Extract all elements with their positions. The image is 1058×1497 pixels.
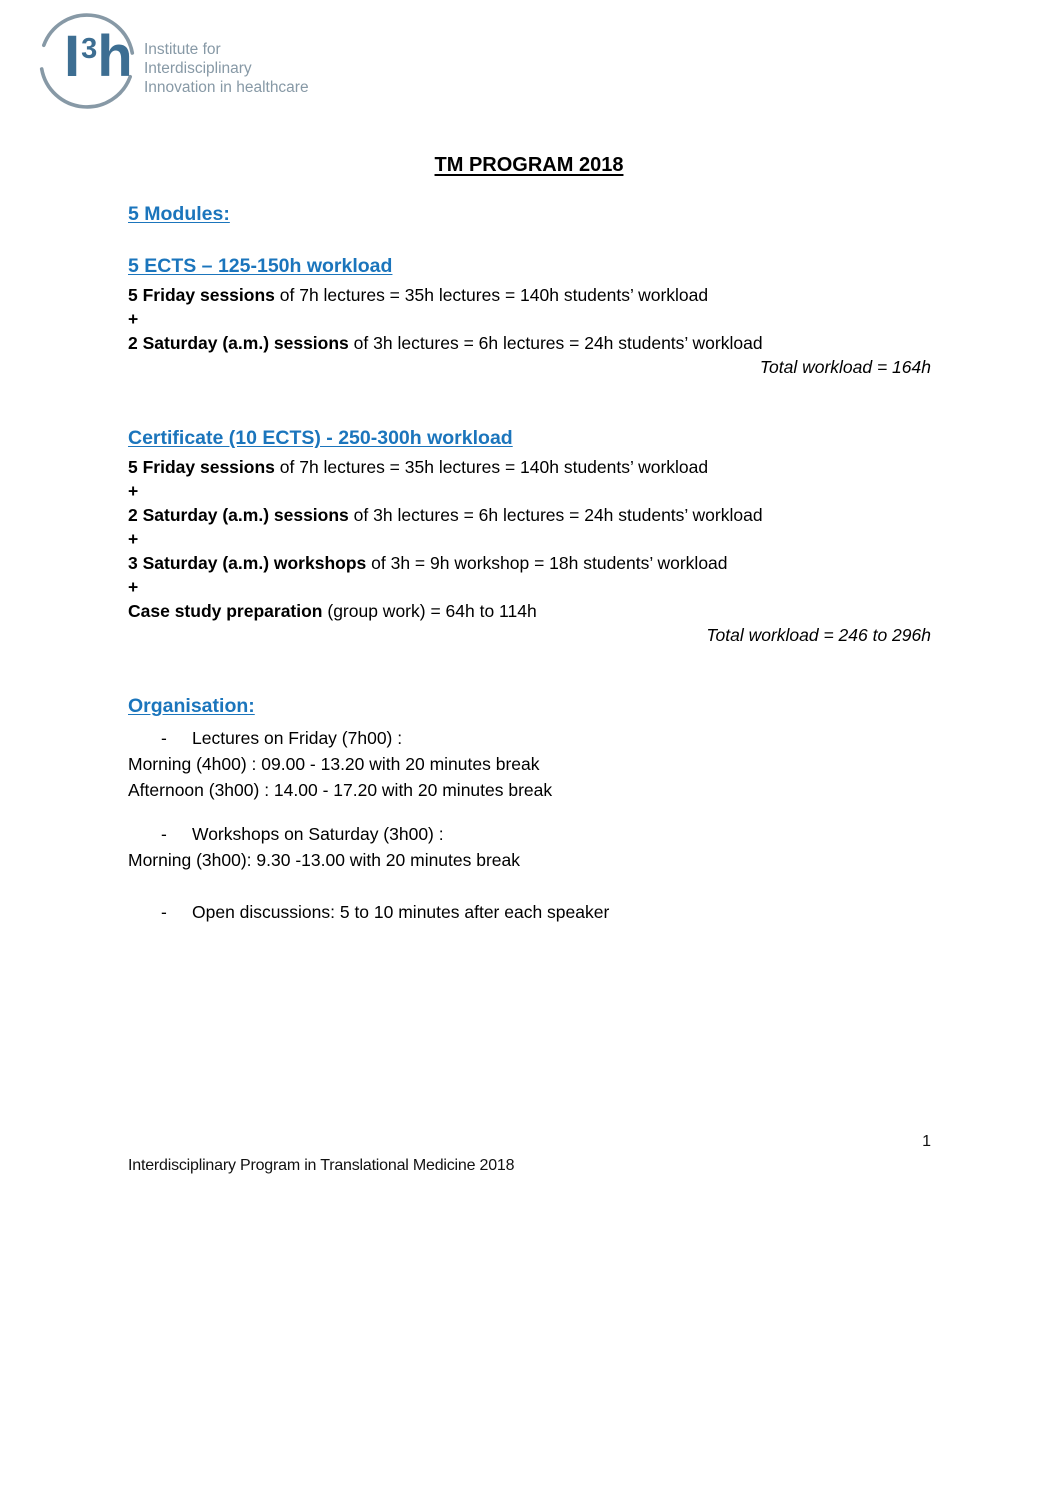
- organisation-section: [128, 694, 931, 925]
- bullet-line: [128, 899, 931, 925]
- plus-line: [128, 527, 931, 551]
- workload-line: [128, 331, 931, 355]
- logo-monogram-3: 3: [81, 33, 98, 66]
- org-item-discussions: [128, 899, 931, 925]
- logo-monogram-i: I: [64, 24, 82, 89]
- page-title: TM PROGRAM 2018: [434, 154, 624, 176]
- dash-bullet: -: [161, 902, 167, 922]
- workload-line: [128, 551, 931, 575]
- bullet-line: [128, 725, 931, 751]
- plus-line: [128, 479, 931, 503]
- logo-org-name: [144, 40, 309, 97]
- line-bold: +: [128, 529, 139, 549]
- line-rest: of 3h lectures = 6h lectures = 24h students’ workload: [348, 333, 763, 353]
- ects-section: [128, 254, 931, 379]
- line-rest: of 7h lectures = 35h lectures = 140h students’ workload: [274, 285, 709, 305]
- dash-bullet: -: [161, 824, 167, 844]
- certificate-section: [128, 426, 931, 647]
- modules-heading: 5 Modules:: [128, 203, 230, 225]
- bullet-label: Lectures on Friday (7h00) :: [192, 728, 403, 748]
- line-bold: 2 Saturday (a.m.) sessions: [128, 505, 349, 525]
- bullet-line: [128, 821, 931, 847]
- line-bold: 5 Friday sessions: [128, 457, 275, 477]
- line-bold: 2 Saturday (a.m.) sessions: [128, 333, 349, 353]
- workload-line: [128, 599, 931, 623]
- workload-line: [128, 503, 931, 527]
- plus-line: [128, 307, 931, 331]
- line-bold: +: [128, 481, 139, 501]
- workload-line: [128, 455, 931, 479]
- bullet-label: Workshops on Saturday (3h00) :: [192, 824, 444, 844]
- line-rest: (group work) = 64h to 114h: [322, 601, 537, 621]
- detail-line: Afternoon (3h00) : 14.00 - 17.20 with 20 minutes break: [128, 780, 553, 800]
- organisation-heading: Organisation:: [128, 695, 255, 717]
- total-workload: Total workload = 246 to 296h: [706, 625, 931, 645]
- logo-monogram: [64, 24, 134, 89]
- line-bold: 5 Friday sessions: [128, 285, 275, 305]
- line-bold: +: [128, 577, 139, 597]
- certificate-heading: Certificate (10 ECTS) - 250-300h workload: [128, 427, 513, 449]
- ects-heading: 5 ECTS – 125-150h workload: [128, 255, 393, 277]
- total-workload: Total workload = 164h: [759, 357, 931, 377]
- plus-line: [128, 575, 931, 599]
- logo-org-line: Institute for: [144, 41, 221, 58]
- logo: [38, 4, 338, 116]
- dash-bullet: -: [161, 728, 167, 748]
- line-rest: of 3h lectures = 6h lectures = 24h students’ workload: [348, 505, 763, 525]
- bullet-label: Open discussions: 5 to 10 minutes after each speaker: [192, 902, 610, 922]
- page-number: 1: [922, 1133, 931, 1150]
- logo-org-line: Interdisciplinary: [144, 60, 252, 77]
- logo-monogram-h: h: [97, 24, 134, 89]
- line-bold: Case study preparation: [128, 601, 323, 621]
- line-rest: of 3h = 9h workshop = 18h students’ workload: [366, 553, 728, 573]
- org-item-workshops: [128, 821, 931, 873]
- detail-line: Morning (3h00): 9.30 -13.00 with 20 minutes break: [128, 850, 521, 870]
- org-item-lectures: [128, 725, 931, 803]
- line-rest: of 7h lectures = 35h lectures = 140h students’ workload: [274, 457, 709, 477]
- logo-org-line: Innovation in healthcare: [144, 79, 309, 96]
- workload-line: [128, 283, 931, 307]
- footer-text: Interdisciplinary Program in Translational Medicine 2018: [128, 1157, 515, 1174]
- detail-line: Morning (4h00) : 09.00 - 13.20 with 20 minutes break: [128, 754, 540, 774]
- line-bold: 3 Saturday (a.m.) workshops: [128, 553, 367, 573]
- line-bold: +: [128, 309, 139, 329]
